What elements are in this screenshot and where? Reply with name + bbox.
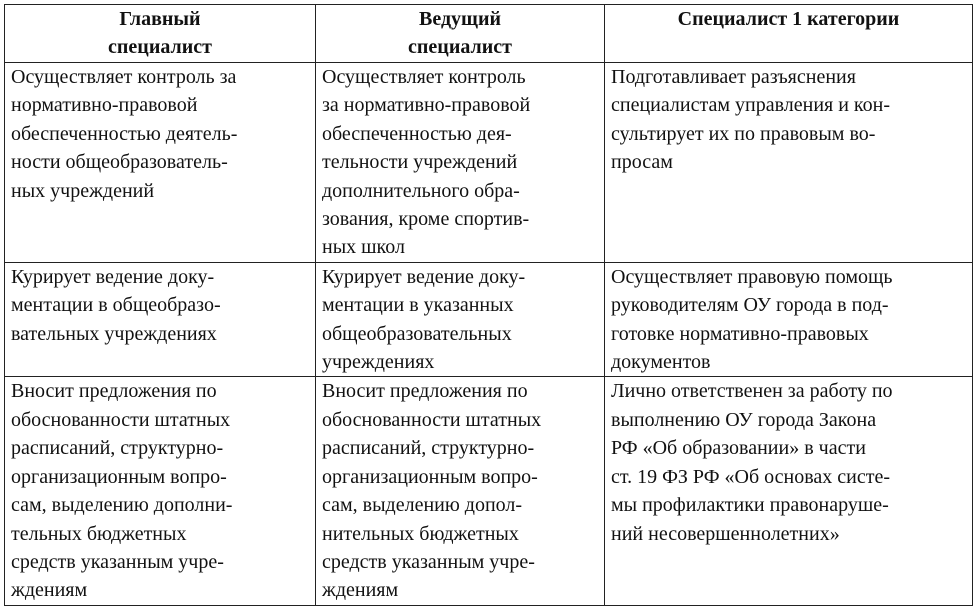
table-row [5, 377, 973, 605]
header-leading-specialist: Ведущий специалист [316, 5, 605, 63]
table-cell: Осуществляет контроль за нормативно-правовой обеспеченностью дея- тельности учреждений дополнительного обра- зования, кроме спортив- ных школ [316, 63, 605, 263]
table-cell: Осуществляет правовую помощь руководителям ОУ города в под- готовке нормативно-правовых документов [605, 262, 973, 377]
table-cell: Вносит предложения по обоснованности штатных расписаний, структурно- организационным вопро- сам, выделению допол- нительных бюджетных средств указанным учре- ждениям [316, 377, 605, 605]
table-row [5, 262, 973, 377]
header-specialist-category-1: Специалист 1 категории [605, 5, 973, 63]
table-cell: Курирует ведение доку- ментации в указанных общеобразовательных учреждениях [316, 262, 605, 377]
table-header-row [5, 5, 973, 63]
table-cell: Лично ответственен за работу по выполнению ОУ города Закона РФ «Об образовании» в части ст. 19 ФЗ РФ «Об основах систе- мы профилактики правонаруше- ний несовершеннолетних» [605, 377, 973, 605]
header-chief-specialist: Главный специалист [5, 5, 316, 63]
table-cell: Подготавливает разъяснения специалистам управления и кон- сультирует их по правовым во- просам [605, 63, 973, 263]
table-cell: Осуществляет контроль за нормативно-правовой обеспеченностью деятель- ности общеобразователь- ных учреждений [5, 63, 316, 263]
responsibilities-table-wrapper [4, 4, 972, 600]
table-cell: Курирует ведение доку- ментации в общеобразо- вательных учреждениях [5, 262, 316, 377]
responsibilities-table [4, 4, 973, 606]
table-cell: Вносит предложения по обоснованности штатных расписаний, структурно- организационным вопро- сам, выделению дополни- тельных бюджетных средств указанным учре- ждениям [5, 377, 316, 605]
table-row [5, 63, 973, 263]
